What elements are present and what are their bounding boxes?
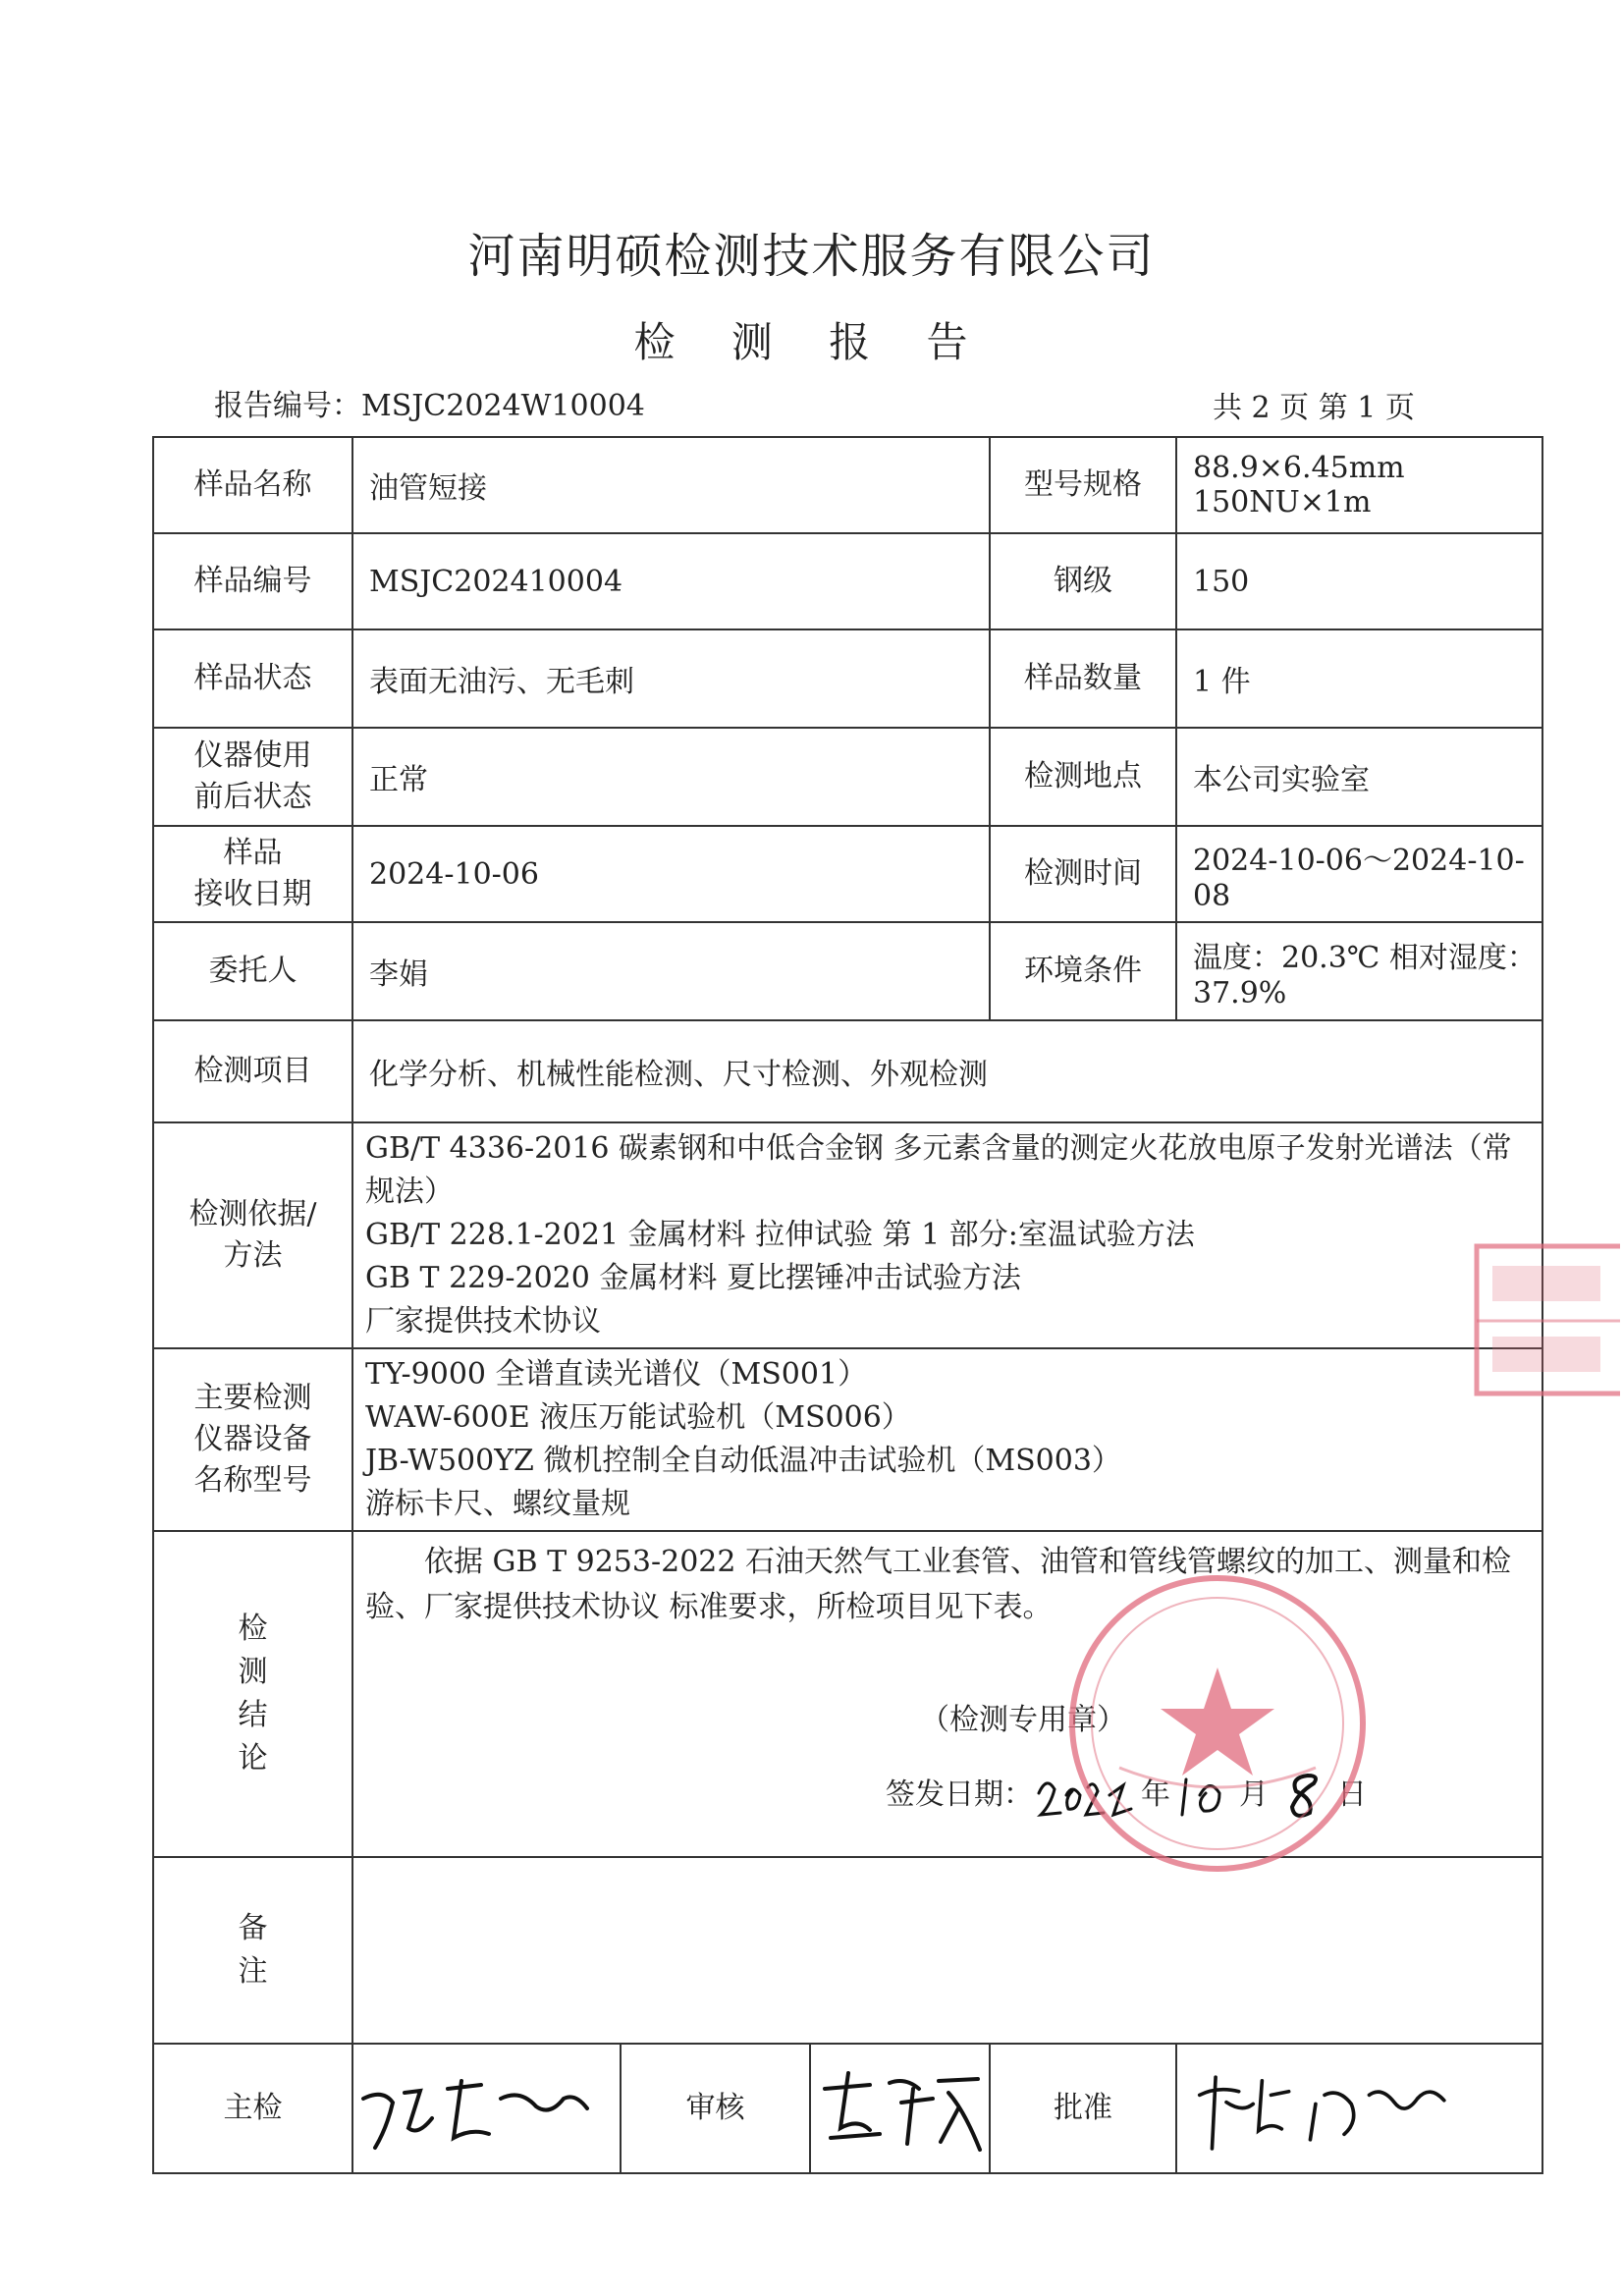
- inspector-label: 主检: [153, 2044, 352, 2173]
- instrument-state-label-line2: 前后状态: [193, 780, 312, 814]
- basis-label: [153, 1122, 352, 1348]
- row-items: [153, 1020, 1542, 1122]
- receive-date-label-line1: 样品: [223, 836, 283, 870]
- sign-day-suffix: 日: [1337, 1777, 1367, 1812]
- row-instrument-state: [153, 728, 1542, 826]
- model-label: 型号规格: [990, 437, 1176, 533]
- report-table: [152, 436, 1543, 2174]
- instrument-state-value: 正常: [352, 728, 990, 826]
- report-number: 报告编号：MSJC2024W10004: [214, 389, 645, 423]
- document-title: 检 测 报 告: [633, 318, 990, 366]
- row-client: [153, 922, 1542, 1020]
- items-value: 化学分析、机械性能检测、尺寸检测、外观检测: [352, 1020, 1542, 1122]
- conclusion-seal-note: （检测专用章）: [920, 1703, 1126, 1737]
- client-label: 委托人: [153, 922, 352, 1020]
- row-sample-name: [153, 437, 1542, 533]
- conclusion-value: [352, 1531, 1542, 1857]
- sample-name-value: 油管短接: [352, 437, 990, 533]
- sample-no-value: MSJC202410004: [352, 533, 990, 629]
- remarks-label-char: 备: [238, 1911, 268, 1945]
- approver-signature-cell: [1176, 2044, 1542, 2173]
- receive-date-value: 2024-10-06: [352, 826, 990, 922]
- page-info: 共 2 页 第 1 页: [1213, 391, 1415, 425]
- sign-date: [886, 1766, 1530, 1825]
- conclusion-label-char: 结: [238, 1698, 268, 1732]
- sign-month-suffix: 月: [1239, 1777, 1269, 1812]
- equipment-label-line2: 仪器设备: [193, 1422, 312, 1456]
- equipment-line: TY-9000 全谱直读光谱仪（MS001）: [365, 1357, 868, 1392]
- equipment-line: 游标卡尺、螺纹量规: [365, 1487, 630, 1521]
- steel-grade-label: 钢级: [990, 533, 1176, 629]
- remarks-value: [352, 1857, 1542, 2044]
- handwritten-month: [1170, 1766, 1239, 1825]
- row-signatures: [153, 2044, 1542, 2173]
- reviewer-signature-cell: [810, 2044, 990, 2173]
- receive-date-label-line2: 接收日期: [193, 877, 312, 911]
- conclusion-label-char: 论: [238, 1741, 268, 1776]
- row-sample-state: [153, 629, 1542, 728]
- sample-state-label: 样品状态: [153, 629, 352, 728]
- conclusion-label-char: 检: [238, 1612, 268, 1646]
- equipment-label: [153, 1348, 352, 1531]
- basis-value: [352, 1122, 1542, 1348]
- sample-qty-label: 样品数量: [990, 629, 1176, 728]
- equipment-line: JB-W500YZ 微机控制全自动低温冲击试验机（MS003）: [365, 1444, 1121, 1478]
- steel-grade-value: 150: [1176, 533, 1542, 629]
- conclusion-text: 依据 GB T 9253-2022 石油天然气工业套管、油管和管线管螺纹的加工、测量和检验、厂家提供技术协议 标准要求，所检项目见下表。: [365, 1545, 1511, 1624]
- approver-signature: [1177, 2059, 1472, 2158]
- conclusion-label: [153, 1531, 352, 1857]
- client-value: 李娟: [352, 922, 990, 1020]
- inspector-signature: [353, 2059, 599, 2158]
- row-basis: [153, 1122, 1542, 1348]
- equipment-label-line1: 主要检测: [193, 1381, 312, 1415]
- inspector-signature-cell: [352, 2044, 621, 2173]
- company-name: 河南明硕检测技术服务有限公司: [467, 229, 1156, 284]
- instrument-state-label: [153, 728, 352, 826]
- reviewer-signature: [811, 2059, 988, 2158]
- handwritten-day: [1269, 1766, 1337, 1825]
- instrument-state-label-line1: 仪器使用: [193, 738, 312, 773]
- approver-label: 批准: [990, 2044, 1176, 2173]
- row-equipment: [153, 1348, 1542, 1531]
- equipment-value: [352, 1348, 1542, 1531]
- basis-label-line1: 检测依据/: [189, 1197, 317, 1231]
- receive-date-label: [153, 826, 352, 922]
- basis-line: GB/T 228.1-2021 金属材料 拉伸试验 第 1 部分:室温试验方法: [365, 1218, 1195, 1252]
- sample-name-label: 样品名称: [153, 437, 352, 533]
- test-time-value: 2024-10-06～2024-10-08: [1176, 826, 1542, 922]
- basis-line: GB T 229-2020 金属材料 夏比摆锤冲击试验方法: [365, 1261, 1021, 1295]
- sample-no-label: 样品编号: [153, 533, 352, 629]
- location-value: 本公司实验室: [1176, 728, 1542, 826]
- model-value: 88.9×6.45mm 150NU×1m: [1176, 437, 1542, 533]
- row-receive-date: [153, 826, 1542, 922]
- handwritten-year: [1033, 1766, 1141, 1825]
- remarks-label-char: 注: [238, 1954, 268, 1989]
- sample-state-value: 表面无油污、无毛刺: [352, 629, 990, 728]
- equipment-label-line3: 名称型号: [193, 1463, 312, 1498]
- items-label: 检测项目: [153, 1020, 352, 1122]
- sample-qty-value: 1 件: [1176, 629, 1542, 728]
- env-value: 温度：20.3℃ 相对湿度：37.9%: [1176, 922, 1542, 1020]
- row-conclusion: [153, 1531, 1542, 1857]
- basis-line: 厂家提供技术协议: [365, 1304, 601, 1339]
- basis-label-line2: 方法: [223, 1238, 283, 1273]
- reviewer-label: 审核: [621, 2044, 810, 2173]
- row-remarks: [153, 1857, 1542, 2044]
- row-sample-no: [153, 533, 1542, 629]
- location-label: 检测地点: [990, 728, 1176, 826]
- sign-date-label: 签发日期：: [886, 1777, 1033, 1812]
- equipment-line: WAW-600E 液压万能试验机（MS006）: [365, 1400, 911, 1435]
- basis-line: GB/T 4336-2016 碳素钢和中低合金钢 多元素含量的测定火花放电原子发射光谱法（常规法）: [365, 1131, 1512, 1209]
- env-label: 环境条件: [990, 922, 1176, 1020]
- remarks-label: [153, 1857, 352, 2044]
- test-time-label: 检测时间: [990, 826, 1176, 922]
- conclusion-label-char: 测: [238, 1655, 268, 1689]
- sign-year-suffix: 年: [1141, 1777, 1170, 1812]
